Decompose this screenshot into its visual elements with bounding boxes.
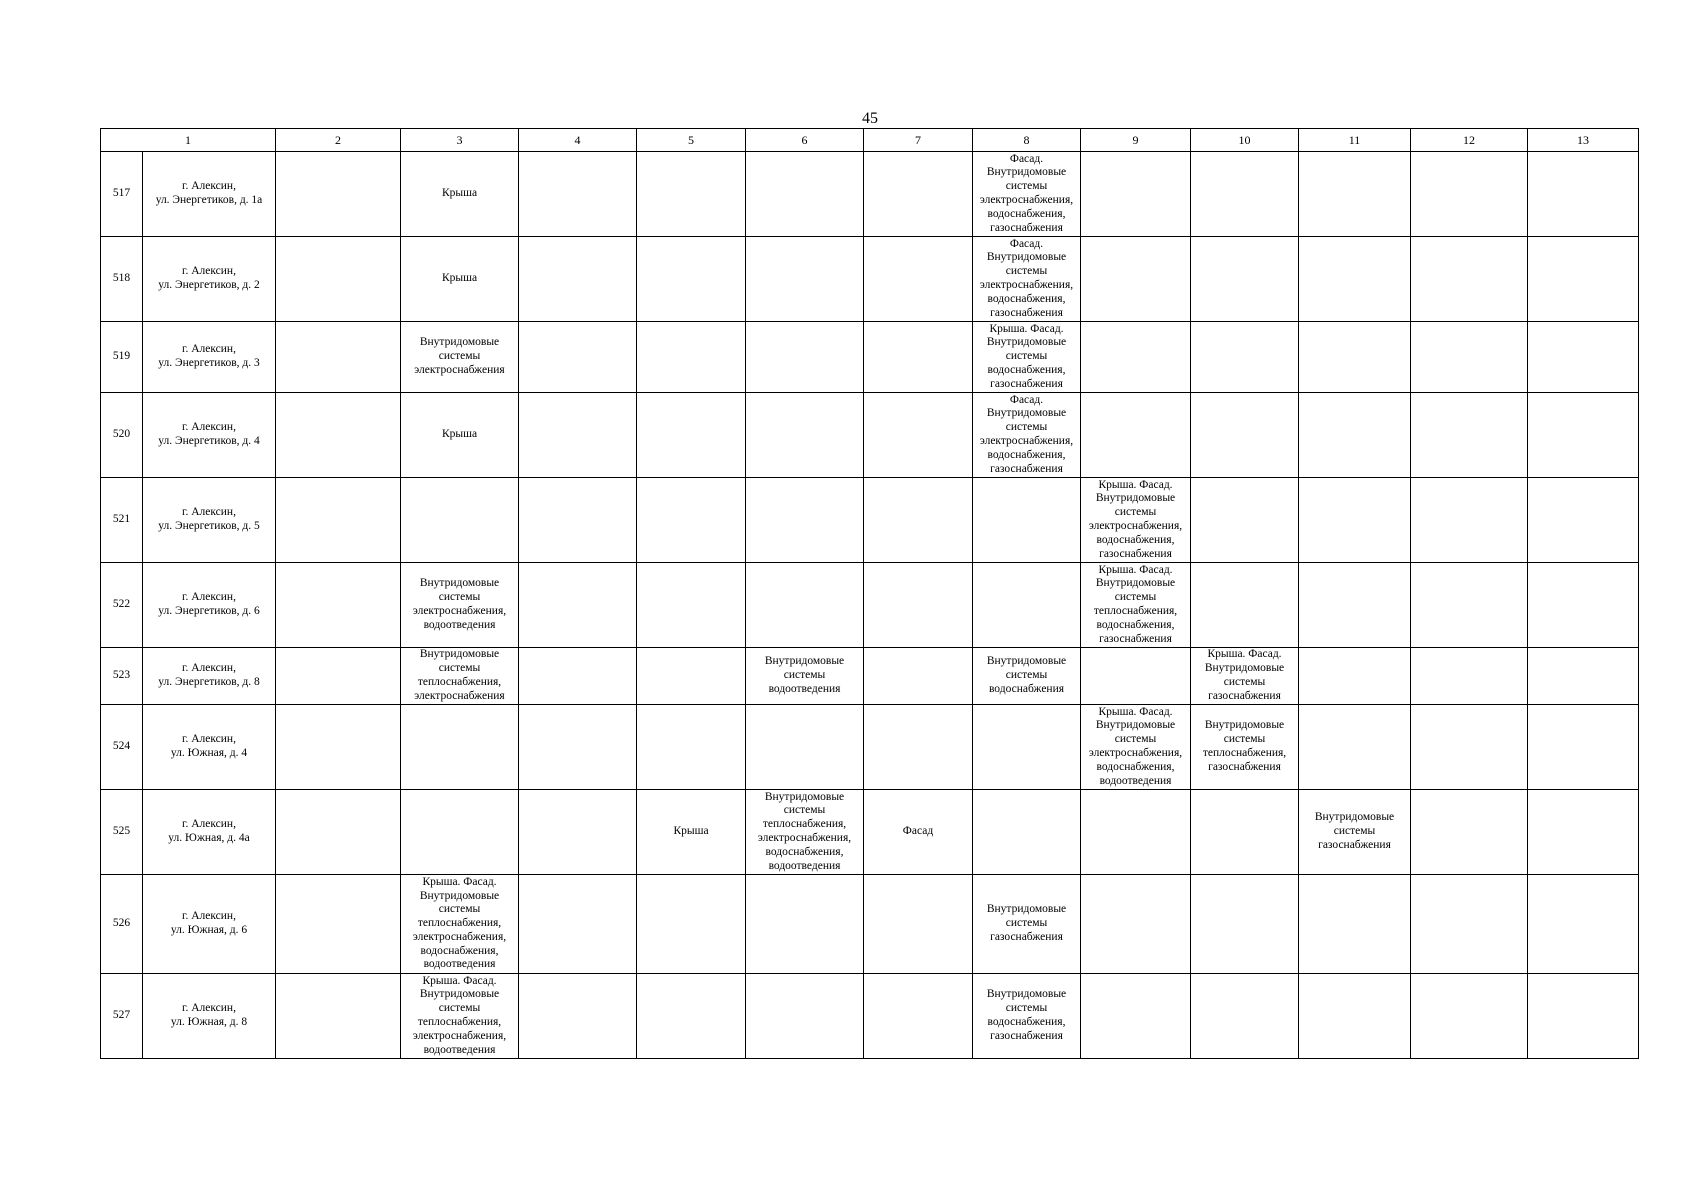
cell-col-12 [1411, 152, 1528, 237]
column-number: 8 [973, 129, 1081, 152]
cell-col-5: Крыша [637, 790, 746, 875]
cell-col-8: Фасад. Внутридомовые системы электроснабжения, водоснабжения, газоснабжения [973, 237, 1081, 322]
column-number: 1 [101, 129, 276, 152]
address-cell: г. Алексин, ул. Энергетиков, д. 2 [143, 237, 276, 322]
cell-col-5 [637, 705, 746, 790]
cell-col-12 [1411, 478, 1528, 563]
cell-col-12 [1411, 563, 1528, 648]
address-cell: г. Алексин, ул. Южная, д. 4а [143, 790, 276, 875]
cell-col-9: Крыша. Фасад. Внутридомовые системы теплоснабжения, водоснабжения, газоснабжения [1081, 563, 1191, 648]
column-number: 4 [519, 129, 637, 152]
cell-col-5 [637, 152, 746, 237]
cell-col-5 [637, 563, 746, 648]
row-number: 521 [101, 478, 143, 563]
cell-col-4 [519, 648, 637, 705]
table-row [101, 974, 1639, 1059]
cell-col-4 [519, 705, 637, 790]
cell-col-10 [1191, 478, 1299, 563]
cell-col-2 [276, 790, 401, 875]
cell-col-13 [1528, 237, 1639, 322]
cell-col-10 [1191, 322, 1299, 393]
cell-col-8 [973, 705, 1081, 790]
column-number: 3 [401, 129, 519, 152]
column-number: 5 [637, 129, 746, 152]
cell-col-8 [973, 563, 1081, 648]
cell-col-11 [1299, 563, 1411, 648]
address-cell: г. Алексин, ул. Энергетиков, д. 8 [143, 648, 276, 705]
capital-repair-table [100, 128, 1639, 1059]
cell-col-13 [1528, 393, 1639, 478]
cell-col-6 [746, 563, 864, 648]
row-number: 518 [101, 237, 143, 322]
column-number: 9 [1081, 129, 1191, 152]
cell-col-6 [746, 478, 864, 563]
cell-col-9 [1081, 152, 1191, 237]
cell-col-6: Внутридомовые системы водоотведения [746, 648, 864, 705]
cell-col-13 [1528, 478, 1639, 563]
cell-col-9 [1081, 875, 1191, 974]
cell-col-5 [637, 478, 746, 563]
table-row [101, 322, 1639, 393]
cell-col-7 [864, 152, 973, 237]
cell-col-4 [519, 875, 637, 974]
cell-col-10 [1191, 790, 1299, 875]
cell-col-11: Внутридомовые системы газоснабжения [1299, 790, 1411, 875]
cell-col-8 [973, 790, 1081, 875]
column-number: 12 [1411, 129, 1528, 152]
address-cell: г. Алексин, ул. Южная, д. 4 [143, 705, 276, 790]
table-row [101, 648, 1639, 705]
cell-col-4 [519, 237, 637, 322]
table-row [101, 478, 1639, 563]
column-number: 6 [746, 129, 864, 152]
cell-col-11 [1299, 974, 1411, 1059]
cell-col-5 [637, 393, 746, 478]
cell-col-11 [1299, 705, 1411, 790]
cell-col-2 [276, 875, 401, 974]
cell-col-10 [1191, 393, 1299, 478]
cell-col-4 [519, 152, 637, 237]
cell-col-9: Крыша. Фасад. Внутридомовые системы электроснабжения, водоснабжения, водоотведения [1081, 705, 1191, 790]
cell-col-4 [519, 790, 637, 875]
cell-col-2 [276, 563, 401, 648]
cell-col-9 [1081, 974, 1191, 1059]
cell-col-12 [1411, 648, 1528, 705]
cell-col-3 [401, 790, 519, 875]
address-cell: г. Алексин, ул. Энергетиков, д. 1а [143, 152, 276, 237]
table-row [101, 393, 1639, 478]
cell-col-2 [276, 237, 401, 322]
cell-col-9 [1081, 648, 1191, 705]
cell-col-6 [746, 237, 864, 322]
cell-col-5 [637, 875, 746, 974]
cell-col-9 [1081, 393, 1191, 478]
cell-col-5 [637, 237, 746, 322]
table-body [101, 129, 1639, 1059]
cell-col-2 [276, 974, 401, 1059]
cell-col-10 [1191, 237, 1299, 322]
cell-col-4 [519, 393, 637, 478]
cell-col-2 [276, 322, 401, 393]
cell-col-3 [401, 478, 519, 563]
row-number: 524 [101, 705, 143, 790]
row-number: 527 [101, 974, 143, 1059]
cell-col-5 [637, 648, 746, 705]
cell-col-13 [1528, 974, 1639, 1059]
cell-col-2 [276, 478, 401, 563]
cell-col-2 [276, 152, 401, 237]
address-cell: г. Алексин, ул. Энергетиков, д. 3 [143, 322, 276, 393]
cell-col-3: Внутридомовые системы электроснабжения, водоотведения [401, 563, 519, 648]
cell-col-3: Внутридомовые системы электроснабжения [401, 322, 519, 393]
table-row [101, 237, 1639, 322]
cell-col-13 [1528, 322, 1639, 393]
cell-col-3: Крыша [401, 393, 519, 478]
cell-col-12 [1411, 237, 1528, 322]
cell-col-12 [1411, 875, 1528, 974]
cell-col-6 [746, 875, 864, 974]
row-number: 522 [101, 563, 143, 648]
cell-col-8: Внутридомовые системы водоснабжения [973, 648, 1081, 705]
cell-col-12 [1411, 393, 1528, 478]
cell-col-2 [276, 393, 401, 478]
table-row [101, 790, 1639, 875]
row-number: 525 [101, 790, 143, 875]
cell-col-12 [1411, 705, 1528, 790]
cell-col-13 [1528, 563, 1639, 648]
address-cell: г. Алексин, ул. Энергетиков, д. 5 [143, 478, 276, 563]
page-number: 45 [862, 110, 878, 127]
cell-col-8 [973, 478, 1081, 563]
cell-col-7 [864, 563, 973, 648]
cell-col-10: Внутридомовые системы теплоснабжения, газоснабжения [1191, 705, 1299, 790]
cell-col-3: Крыша [401, 237, 519, 322]
column-number-row [101, 129, 1639, 152]
cell-col-12 [1411, 974, 1528, 1059]
cell-col-6 [746, 974, 864, 1059]
cell-col-7 [864, 237, 973, 322]
cell-col-10 [1191, 974, 1299, 1059]
cell-col-11 [1299, 648, 1411, 705]
cell-col-8: Фасад. Внутридомовые системы электроснабжения, водоснабжения, газоснабжения [973, 152, 1081, 237]
column-number: 7 [864, 129, 973, 152]
cell-col-10 [1191, 875, 1299, 974]
cell-col-11 [1299, 322, 1411, 393]
cell-col-11 [1299, 152, 1411, 237]
cell-col-13 [1528, 790, 1639, 875]
cell-col-7 [864, 478, 973, 563]
cell-col-13 [1528, 705, 1639, 790]
cell-col-6 [746, 322, 864, 393]
cell-col-10 [1191, 152, 1299, 237]
cell-col-3: Крыша. Фасад. Внутридомовые системы теплоснабжения, электроснабжения, водоснабжения, водоотведения [401, 875, 519, 974]
cell-col-12 [1411, 322, 1528, 393]
cell-col-13 [1528, 648, 1639, 705]
cell-col-6 [746, 393, 864, 478]
cell-col-6 [746, 152, 864, 237]
address-cell: г. Алексин, ул. Энергетиков, д. 4 [143, 393, 276, 478]
column-number: 11 [1299, 129, 1411, 152]
cell-col-4 [519, 563, 637, 648]
cell-col-2 [276, 705, 401, 790]
cell-col-5 [637, 322, 746, 393]
cell-col-7 [864, 705, 973, 790]
cell-col-8: Внутридомовые системы газоснабжения [973, 875, 1081, 974]
cell-col-4 [519, 478, 637, 563]
cell-col-3: Внутридомовые системы теплоснабжения, электроснабжения [401, 648, 519, 705]
cell-col-8: Фасад. Внутридомовые системы электроснабжения, водоснабжения, газоснабжения [973, 393, 1081, 478]
cell-col-8: Внутридомовые системы водоснабжения, газоснабжения [973, 974, 1081, 1059]
table-row [101, 705, 1639, 790]
cell-col-11 [1299, 875, 1411, 974]
cell-col-11 [1299, 237, 1411, 322]
cell-col-7: Фасад [864, 790, 973, 875]
column-number: 13 [1528, 129, 1639, 152]
cell-col-9 [1081, 237, 1191, 322]
cell-col-4 [519, 322, 637, 393]
cell-col-5 [637, 974, 746, 1059]
cell-col-12 [1411, 790, 1528, 875]
row-number: 526 [101, 875, 143, 974]
cell-col-6: Внутридомовые системы теплоснабжения, электроснабжения, водоснабжения, водоотведения [746, 790, 864, 875]
cell-col-11 [1299, 393, 1411, 478]
cell-col-7 [864, 875, 973, 974]
cell-col-4 [519, 974, 637, 1059]
cell-col-11 [1299, 478, 1411, 563]
cell-col-3: Крыша. Фасад. Внутридомовые системы теплоснабжения, электроснабжения, водоотведения [401, 974, 519, 1059]
row-number: 520 [101, 393, 143, 478]
row-number: 519 [101, 322, 143, 393]
table-row [101, 563, 1639, 648]
cell-col-8: Крыша. Фасад. Внутридомовые системы водоснабжения, газоснабжения [973, 322, 1081, 393]
cell-col-7 [864, 648, 973, 705]
cell-col-9: Крыша. Фасад. Внутридомовые системы электроснабжения, водоснабжения, газоснабжения [1081, 478, 1191, 563]
cell-col-7 [864, 322, 973, 393]
cell-col-10: Крыша. Фасад. Внутридомовые системы газоснабжения [1191, 648, 1299, 705]
column-number: 10 [1191, 129, 1299, 152]
cell-col-9 [1081, 322, 1191, 393]
cell-col-3 [401, 705, 519, 790]
address-cell: г. Алексин, ул. Южная, д. 6 [143, 875, 276, 974]
cell-col-9 [1081, 790, 1191, 875]
address-cell: г. Алексин, ул. Энергетиков, д. 6 [143, 563, 276, 648]
row-number: 517 [101, 152, 143, 237]
cell-col-13 [1528, 152, 1639, 237]
cell-col-7 [864, 393, 973, 478]
table-row [101, 875, 1639, 974]
table-row [101, 152, 1639, 237]
cell-col-2 [276, 648, 401, 705]
column-number: 2 [276, 129, 401, 152]
cell-col-10 [1191, 563, 1299, 648]
cell-col-6 [746, 705, 864, 790]
cell-col-13 [1528, 875, 1639, 974]
row-number: 523 [101, 648, 143, 705]
cell-col-7 [864, 974, 973, 1059]
address-cell: г. Алексин, ул. Южная, д. 8 [143, 974, 276, 1059]
cell-col-3: Крыша [401, 152, 519, 237]
